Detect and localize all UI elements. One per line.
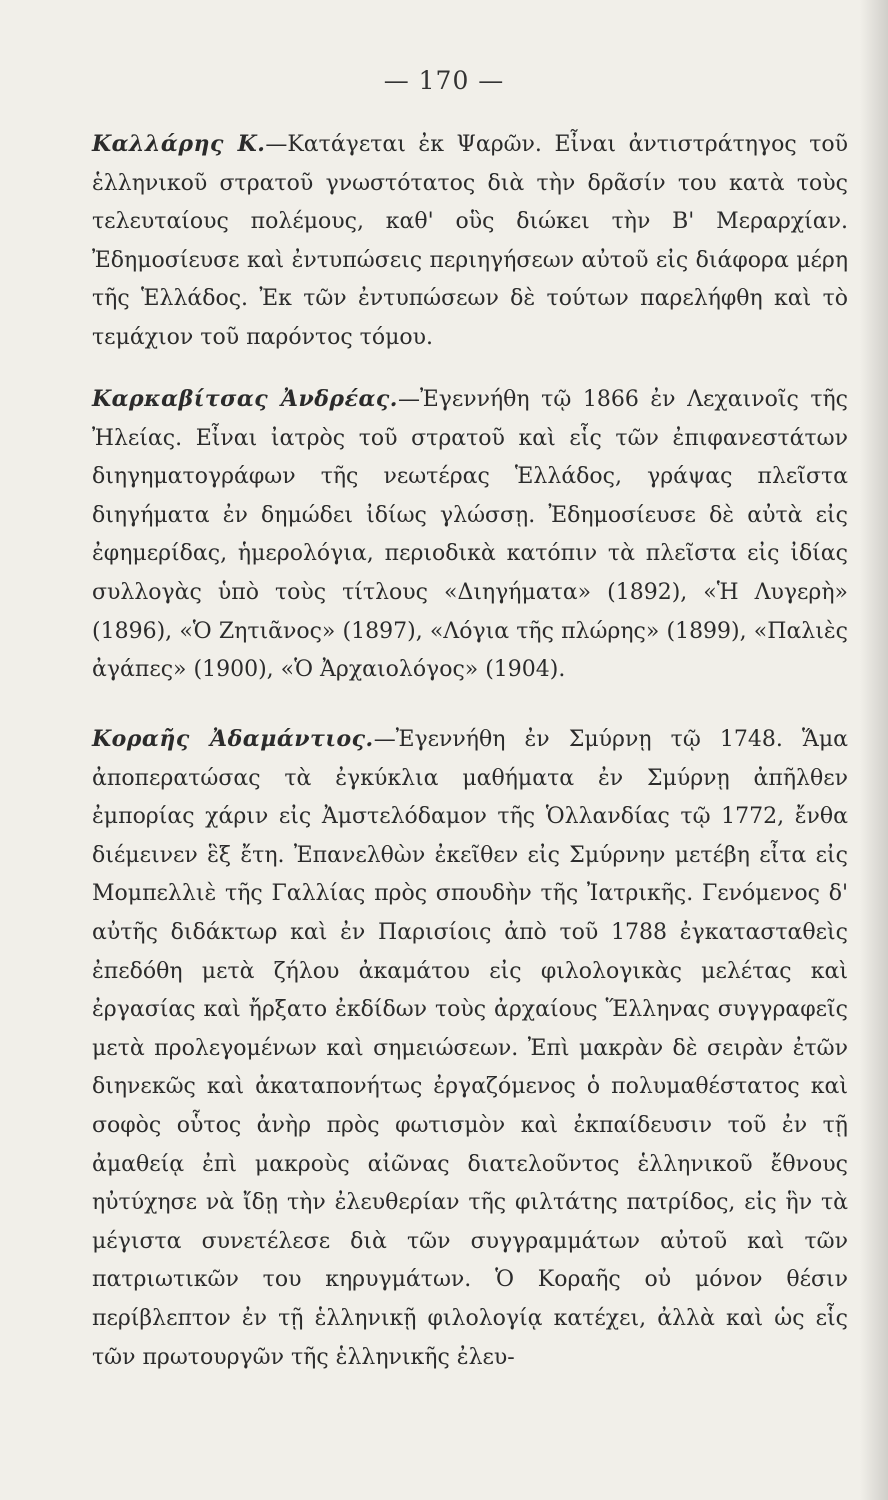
entry-paragraph: [92, 380, 848, 690]
entry-karkavitsas: [92, 380, 848, 690]
entry-text: —Ἐγεννήθη τῷ 1866 ἐν Λεχαινοῖς τῆς Ἠλείας. Εἶναι ἰατρὸς τοῦ στρατοῦ καὶ εἷς τῶν ἐπιφανεστάτων διηγηματογράφων τῆς νεωτέρας Ἑλλάδος, γράψας πλεῖστα διηγήματα ἐν δημώδει ἰδίως γλώσσῃ. Ἐδημοσίευσε δὲ αὐτὰ εἰς ἐφημερίδας, ἡμερολόγια, περιοδικὰ κατόπιν τὰ πλεῖστα εἰς ἰδίας συλλογὰς ὑπὸ τοὺς τίτλους «Διηγήματα» (1892), «Ἡ Λυγερὴ» (1896), «Ὁ Ζητιᾶνος» (1897), «Λόγια τῆς πλώρης» (1899), «Παλιὲς ἀγάπες» (1900), «Ὁ Ἀρχαιολόγος» (1904).: [92, 387, 848, 683]
entry-paragraph: [92, 125, 848, 358]
entry-text: —Κατάγεται ἐκ Ψαρῶν. Εἶναι ἀντιστράτηγος τοῦ ἑλληνικοῦ στρατοῦ γνωστότατος διὰ τὴν δρᾶσίν του κατὰ τοὺς τελευταίους πολέμους, καθ' οὓς διώκει τὴν Β' Μεραρχίαν. Ἐδημοσίευσε καὶ ἐντυπώσεις περιηγήσεων αὐτοῦ εἰς διάφορα μέρη τῆς Ἑλλάδος. Ἐκ τῶν ἐντυπώσεων δὲ τούτων παρελήφθη καὶ τὸ τεμάχιον τοῦ παρόντος τόμου.: [92, 132, 848, 350]
entry-name: Καλλάρης Κ.: [92, 131, 266, 157]
entry-name: Κοραῆς Ἀδαμάντιος.: [92, 726, 374, 752]
entry-name: Καρκαβίτσας Ἀνδρέας.: [92, 386, 398, 412]
entry-text: —Ἐγεννήθη ἐν Σμύρνῃ τῷ 1748. Ἅμα ἀποπερατώσας τὰ ἐγκύκλια μαθήματα ἐν Σμύρνῃ ἀπῆλθεν ἐμπορίας χάριν εἰς Ἀμστελόδαμον τῆς Ὁλλανδίας τῷ 1772, ἔνθα διέμεινεν ἓξ ἔτη. Ἐπανελθὼν ἐκεῖθεν εἰς Σμύρνην μετέβη εἶτα εἰς Μομπελλιὲ τῆς Γαλλίας πρὸς σπουδὴν τῆς Ἰατρικῆς. Γενόμενος δ' αὐτῆς διδάκτωρ καὶ ἐν Παρισίοις ἀπὸ τοῦ 1788 ἐγκατασταθεὶς ἐπεδόθη μετὰ ζήλου ἀκαμάτου εἰς φιλολογικὰς μελέτας καὶ ἐργασίας καὶ ἤρξατο ἐκδίδων τοὺς ἀρχαίους Ἕλληνας συγγραφεῖς μετὰ προλεγομένων καὶ σημειώσεων. Ἐπὶ μακρὰν δὲ σειρὰν ἐτῶν διηνεκῶς καὶ ἀκαταπονήτως ἐργαζόμενος ὁ πολυμαθέστατος καὶ σοφὸς οὗτος ἀνὴρ πρὸς φωτισμὸν καὶ ἐκπαίδευσιν τοῦ ἐν τῇ ἀμαθείᾳ ἐπὶ μακροὺς αἰῶνας διατελοῦντος ἑλληνικοῦ ἔθνους ηὐτύχησε νὰ ἴδῃ τὴν ἐλευθερίαν τῆς φιλτάτης πατρίδος, εἰς ἣν τὰ μέγιστα συνετέλεσε διὰ τῶν συγγραμμάτων αὐτοῦ καὶ τῶν πατριωτικῶν του κηρυγμάτων. Ὁ Κοραῆς οὐ μόνον θέσιν περίβλεπτον ἐν τῇ ἑλληνικῇ φιλολογίᾳ κατέχει, ἀλλὰ καὶ ὡς εἷς τῶν πρωτουργῶν τῆς ἑλληνικῆς ἐλευ-: [92, 727, 848, 1370]
page-edge-shadow: [860, 0, 888, 1500]
entry-korais: [92, 720, 848, 1377]
entry-paragraph: [92, 720, 848, 1377]
entry-kallaris: [92, 125, 848, 358]
page-number: — 170 —: [383, 66, 505, 95]
